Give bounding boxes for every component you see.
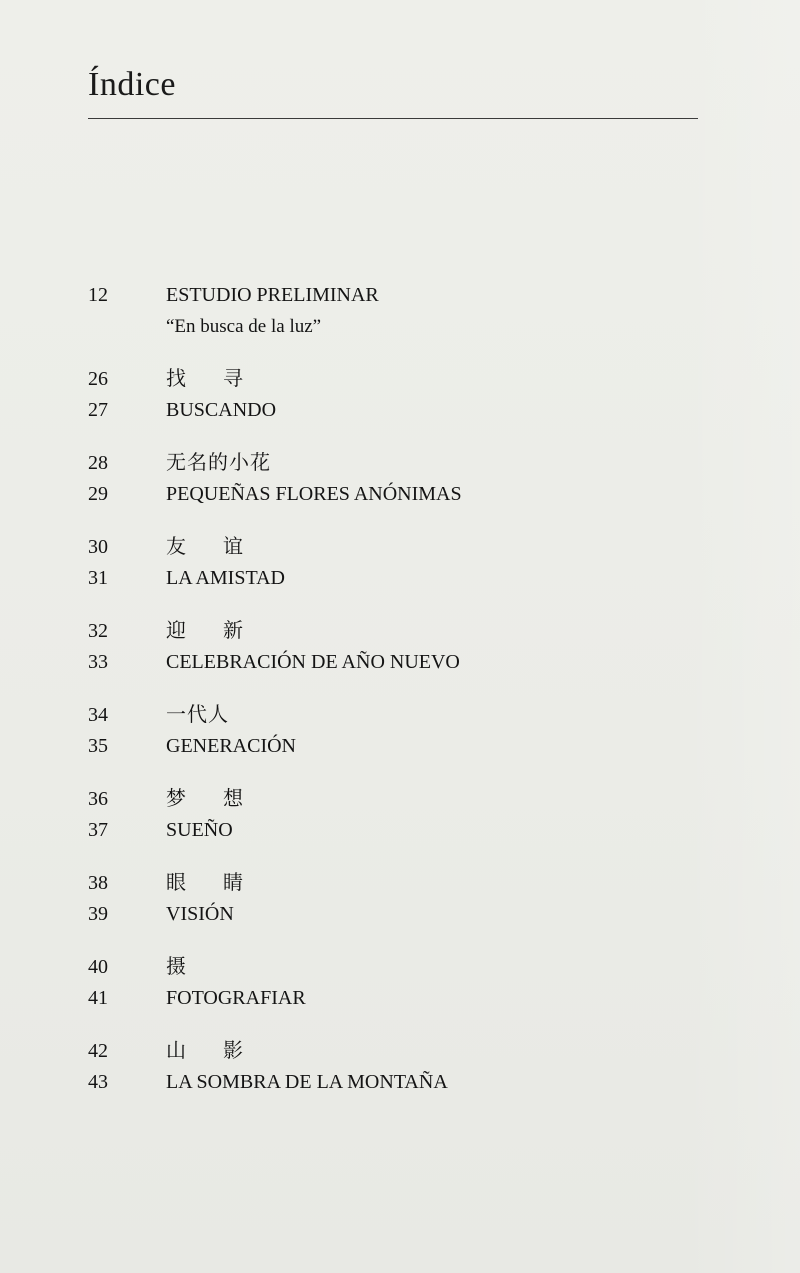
toc-entry: [88, 616, 708, 647]
toc-entry: [88, 364, 708, 395]
toc-page-number: 40: [88, 956, 108, 978]
toc-entry-title: LA SOMBRA DE LA MONTAÑA: [166, 1071, 448, 1093]
toc-page-number: 27: [88, 399, 108, 421]
toc-page-number: 31: [88, 567, 108, 589]
toc-page-number: 30: [88, 536, 108, 558]
toc-page-number: 42: [88, 1040, 108, 1062]
toc-page-number: 29: [88, 483, 108, 505]
toc-entry: [88, 983, 708, 1014]
toc-page-number: 43: [88, 1071, 108, 1093]
toc-entry-title: PEQUEÑAS FLORES ANÓNIMAS: [166, 483, 462, 505]
toc-page-number: 12: [88, 284, 108, 306]
toc-entry-title-zh: 摄: [166, 956, 202, 978]
toc-page-number: 26: [88, 368, 108, 390]
toc-page-number: 41: [88, 987, 108, 1009]
toc-entry: [88, 815, 708, 846]
toc-entry: [88, 1036, 708, 1067]
toc-entry: [88, 952, 708, 983]
toc-entry-title-zh: 梦 想: [166, 788, 259, 810]
toc-page-number: 38: [88, 872, 108, 894]
toc-entry-title: BUSCANDO: [166, 399, 277, 421]
toc-entry: [88, 479, 708, 510]
toc-entry-title: SUEÑO: [166, 819, 233, 841]
toc-entry-title: ESTUDIO PRELIMINAR: [166, 284, 379, 306]
toc-entry-title-zh: 找 寻: [166, 368, 259, 390]
toc-entry: [88, 1067, 708, 1098]
toc-entry: [88, 899, 708, 930]
toc-entry: [88, 700, 708, 731]
toc-entry: [88, 563, 708, 594]
toc-entry-title-zh: 一代人: [166, 704, 229, 726]
toc-page-number: 36: [88, 788, 108, 810]
toc-page-number: 32: [88, 620, 108, 642]
toc-entry-title: CELEBRACIÓN DE AÑO NUEVO: [166, 651, 460, 673]
toc-entry-subtitle: “En busca de la luz”: [166, 316, 322, 337]
toc-page-number: 39: [88, 903, 108, 925]
toc-entry-title-zh: 眼 睛: [166, 872, 259, 894]
toc-entry: [88, 784, 708, 815]
toc-entry: [88, 647, 708, 678]
toc-entry-title-zh: 山 影: [166, 1040, 259, 1062]
toc-entry: [88, 280, 708, 311]
toc-entry: [88, 731, 708, 762]
toc-entry: [88, 532, 708, 563]
toc-entry-title-zh: 友 谊: [166, 536, 259, 558]
toc-entry-title-zh: 迎 新: [166, 620, 259, 642]
title-rule: [88, 118, 698, 119]
toc-page-number: 28: [88, 452, 108, 474]
toc-page-number: 33: [88, 651, 108, 673]
toc-entry: [88, 448, 708, 479]
toc-entry-title: GENERACIÓN: [166, 735, 296, 757]
table-of-contents: [88, 280, 708, 1098]
toc-page-number: 37: [88, 819, 108, 841]
toc-entry: [88, 395, 708, 426]
toc-page-number: 35: [88, 735, 108, 757]
toc-entry-title-zh: 无名的小花: [166, 452, 271, 474]
toc-page-number: 34: [88, 704, 108, 726]
toc-entry-title: LA AMISTAD: [166, 567, 285, 589]
index-title: Índice: [88, 66, 176, 103]
toc-entry: [88, 311, 708, 342]
toc-entry: [88, 868, 708, 899]
toc-entry-title: VISIÓN: [166, 903, 234, 925]
toc-entry-title: FOTOGRAFIAR: [166, 987, 306, 1009]
